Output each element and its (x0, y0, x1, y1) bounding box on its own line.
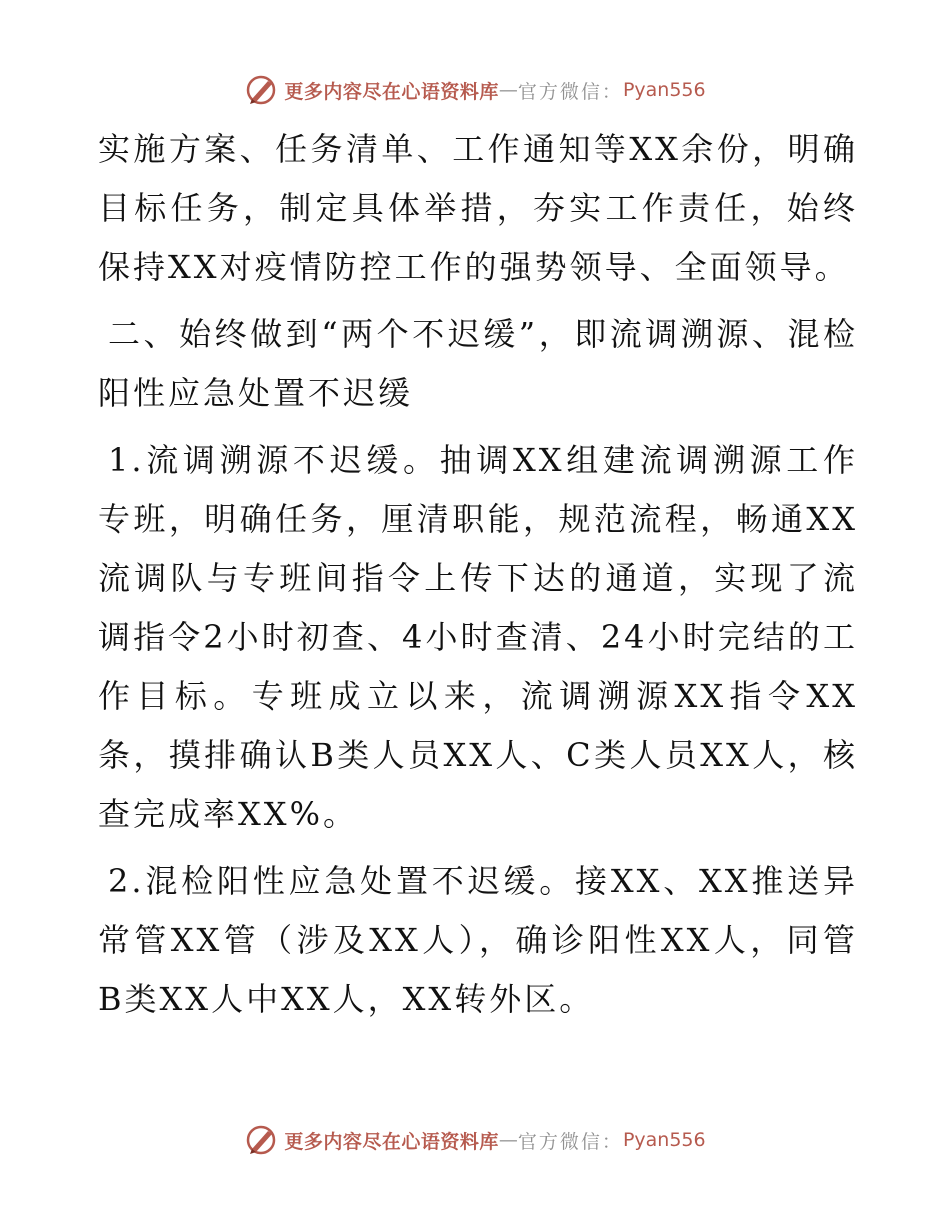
watermark-id: Pyan556 (622, 1129, 706, 1151)
paragraph-3: 2.混检阳性应急处置不迟缓。接XX、XX推送异常管XX管（涉及XX人），确诊阳性XX人，同管B类XX人中XX人，XX转外区。 (98, 862, 858, 1018)
watermark-separator: — (498, 79, 518, 101)
pen-logo-icon (244, 1123, 278, 1157)
watermark-main-text: 更多内容尽在心语资料库 (284, 80, 499, 103)
watermark-id: Pyan556 (622, 79, 706, 101)
section-heading: 二、始终做到“两个不迟缓”，即流调溯源、混检阳性应急处置不迟缓 (98, 315, 858, 412)
watermark-separator: — (498, 1129, 518, 1151)
document-body (98, 120, 858, 1029)
paragraph-2: 1.流调溯源不迟缓。抽调XX组建流调溯源工作专班，明确任务，厘清职能，规范流程，畅通XX流调队与专班间指令上传下达的通道，实现了流调指令2小时初查、4小时查清、24小时完结的工作目标。专班成立以来，流调溯源XX指令XX条，摸排确认B类人员XX人、C类人员XX人，核查完成率XX%。 (98, 441, 858, 833)
pen-logo-icon (244, 73, 278, 107)
header-watermark (0, 70, 950, 110)
footer-watermark (0, 1120, 950, 1160)
paragraph-1: 实施方案、任务清单、工作通知等XX余份，明确目标任务，制定具体举措，夯实工作责任，始终保持XX对疫情防控工作的强势领导、全面领导。 (98, 130, 858, 286)
watermark-label: 官方微信： (517, 80, 623, 103)
watermark-main-text: 更多内容尽在心语资料库 (284, 1130, 499, 1153)
watermark-label: 官方微信： (517, 1130, 623, 1153)
